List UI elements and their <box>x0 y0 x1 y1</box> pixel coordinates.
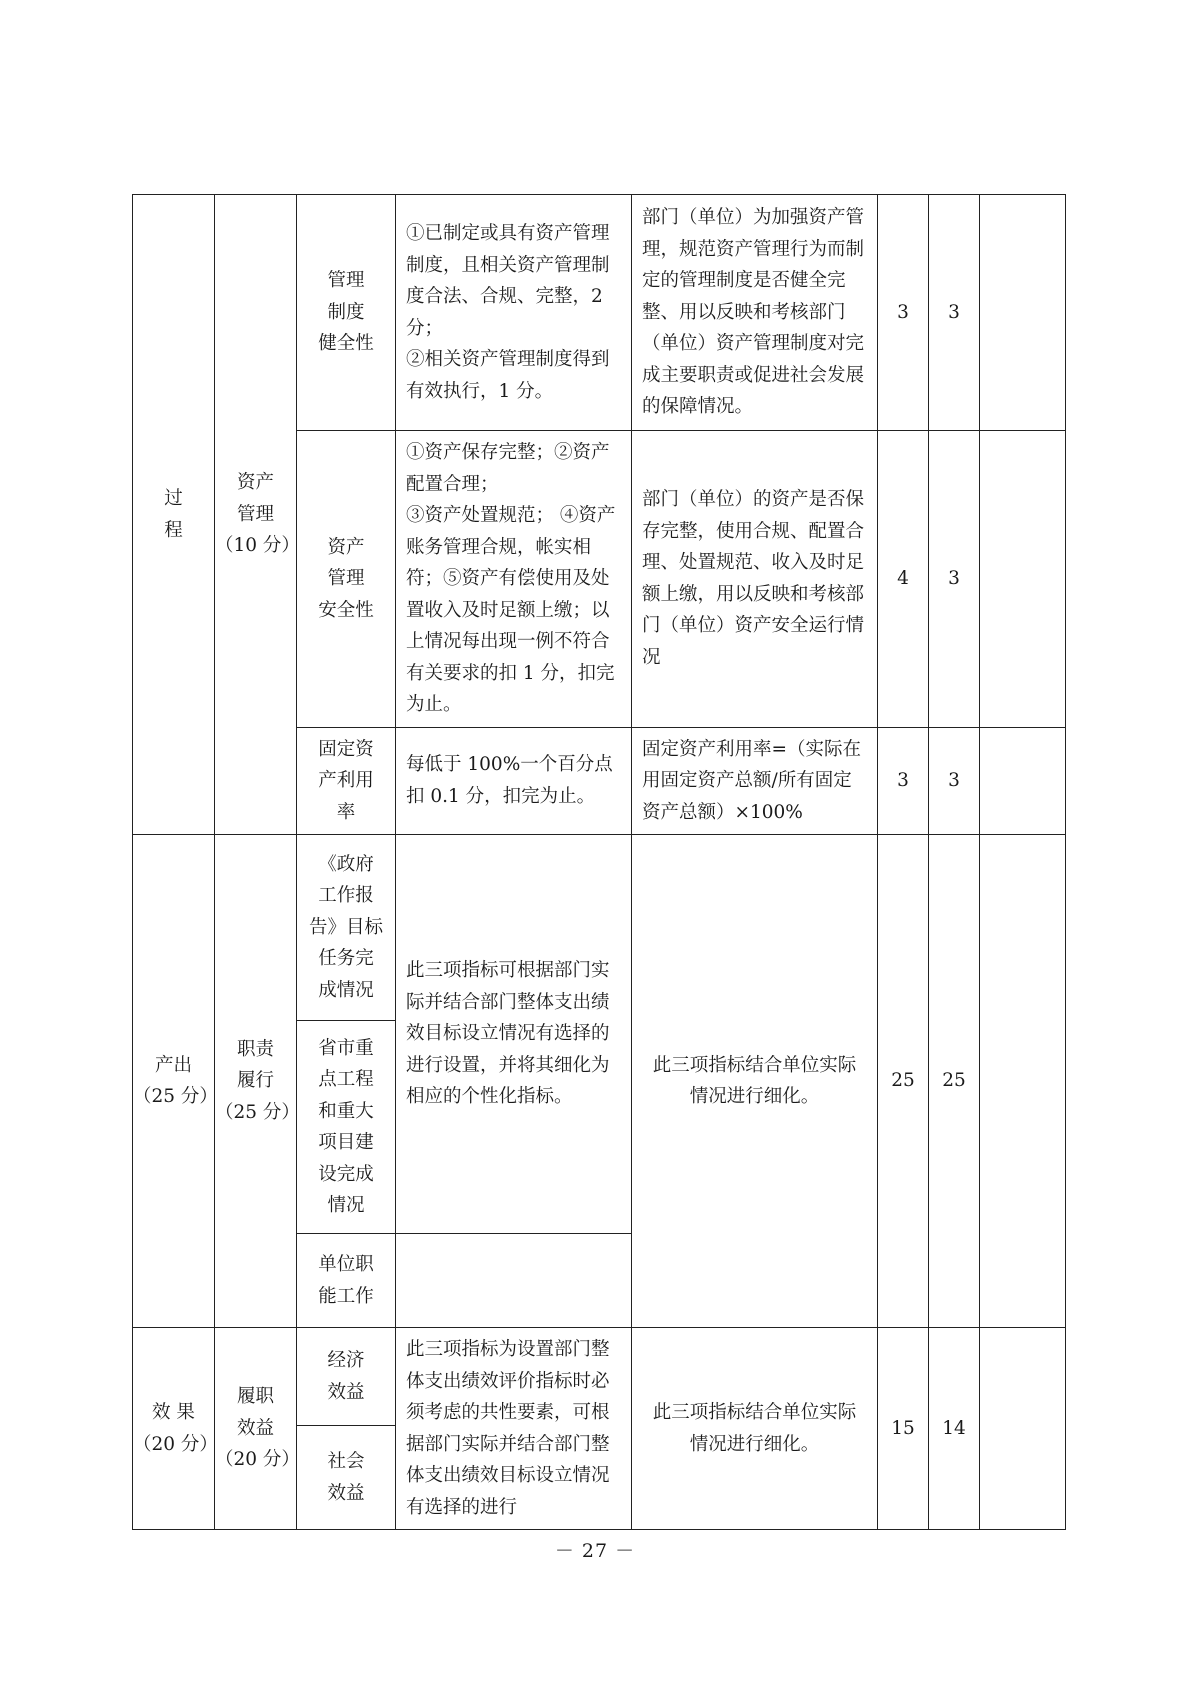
description-text: 此三项指标结合单位实际情况进行细化。 <box>652 1054 857 1107</box>
obtained-score-cell <box>929 195 980 431</box>
indicator-cell <box>297 1021 396 1234</box>
score-value: 15 <box>891 1417 915 1439</box>
indicator-label: 资产 管理 安全性 <box>318 536 374 621</box>
indicator-label: 经济 效益 <box>327 1350 365 1403</box>
score-value: 4 <box>897 568 909 589</box>
score-cell <box>878 727 929 835</box>
obtained-score-value: 14 <box>942 1417 966 1439</box>
category-label: 过 程 <box>164 488 183 541</box>
indicator-cell <box>297 431 396 728</box>
description-text: 固定资产利用率=（实际在用固定资产总额/所有固定资产总额）×100% <box>642 738 862 823</box>
remark-cell <box>980 835 1066 1328</box>
score-cell <box>878 1328 929 1530</box>
standard-text: ①已制定或具有资产管理制度，且相关资产管理制度合法、合规、完整，2 分； ②相关资产管理制度得到有效执行，1 分。 <box>406 223 610 402</box>
indicator-cell <box>297 1234 396 1328</box>
standard-cell <box>396 727 632 835</box>
score-cell <box>878 195 929 431</box>
description-text: 部门（单位）为加强资产管理，规范资产管理行为而制定的管理制度是否健全完整、用以反映和考核部门（单位）资产管理制度对完成主要职责或促进社会发展的保障情况。 <box>642 207 865 418</box>
remark-cell <box>980 727 1066 835</box>
indicator-label: 省市重 点工程 和重大 项目建 设完成 情况 <box>318 1037 374 1216</box>
obtained-score-value: 3 <box>948 301 960 323</box>
remark-cell <box>980 195 1066 431</box>
category-cell <box>133 1328 218 1530</box>
standard-text: 此三项指标为设置部门整体支出绩效评价指标时必须考虑的共性要素，可根据部门实际并结合部门整体支出绩效目标设立情况有选择的进行 <box>406 1339 610 1518</box>
subcategory-label: 职责 履行 （25 分） <box>215 1038 300 1123</box>
description-cell <box>632 835 878 1328</box>
score-value: 3 <box>897 770 909 791</box>
remark-cell <box>980 1328 1066 1530</box>
obtained-score-cell <box>929 431 980 728</box>
subcategory-cell <box>215 195 300 835</box>
description-cell <box>632 431 878 728</box>
obtained-score-cell <box>929 1328 980 1530</box>
category-label: 效 果 （20 分） <box>133 1402 218 1455</box>
obtained-score-value: 3 <box>948 770 960 791</box>
standard-cell <box>396 1234 632 1328</box>
description-text: 此三项指标结合单位实际情况进行细化。 <box>652 1402 857 1455</box>
obtained-score-value: 3 <box>948 568 960 589</box>
obtained-score-cell <box>929 835 980 1328</box>
table-row <box>133 1328 1066 1426</box>
standard-cell <box>396 195 632 431</box>
category-cell <box>133 195 215 835</box>
indicator-cell <box>297 835 396 1021</box>
indicator-label: 管理 制度 健全性 <box>318 270 374 355</box>
standard-cell <box>396 431 632 728</box>
subcategory-cell <box>215 1328 300 1530</box>
standard-cell <box>396 835 632 1234</box>
standard-cell <box>396 1328 632 1530</box>
obtained-score-cell <box>929 727 980 835</box>
description-cell <box>632 727 878 835</box>
indicator-label: 单位职 能工作 <box>318 1254 374 1307</box>
subcategory-label: 资产 管理 （10 分） <box>215 472 300 557</box>
score-cell <box>878 835 929 1328</box>
description-text: 部门（单位）的资产是否保存完整，使用合规、配置合理、处置规范、收入及时足额上缴，用以反映和考核部门（单位）资产安全运行情况 <box>642 489 865 668</box>
subcategory-cell <box>215 835 300 1328</box>
indicator-cell <box>297 195 396 431</box>
score-value: 3 <box>897 301 909 323</box>
category-cell <box>133 835 218 1328</box>
table-row <box>133 195 1066 431</box>
page-number: － 27 － <box>554 1540 636 1562</box>
subcategory-label: 履职 效益 （20 分） <box>215 1386 300 1471</box>
evaluation-table <box>132 194 1066 1530</box>
indicator-label: 《政府 工作报 告》目标 任务完 成情况 <box>308 853 383 1001</box>
obtained-score-value: 25 <box>942 1070 966 1092</box>
score-value: 25 <box>891 1070 915 1092</box>
description-cell <box>632 195 878 431</box>
standard-text: ①资产保存完整；②资产配置合理； ③资产处置规范； ④资产账务管理合规，帐实相符；⑤资产有偿使用及处置收入及时足额上缴；以上情况每出现一例不符合有关要求的扣 1 分，扣完为止。 <box>406 442 616 715</box>
indicator-cell <box>297 727 396 835</box>
indicator-label: 社会 效益 <box>327 1451 365 1504</box>
table-row <box>133 835 1066 1021</box>
standard-text: 此三项指标可根据部门实际并结合部门整体支出绩效目标设立情况有选择的进行设置，并将其细化为相应的个性化指标。 <box>406 960 610 1108</box>
indicator-label: 固定资 产利用 率 <box>318 738 374 823</box>
standard-text: 每低于 100%一个百分点扣 0.1 分，扣完为止。 <box>406 754 613 807</box>
score-cell <box>878 431 929 728</box>
description-cell <box>632 1328 878 1530</box>
remark-cell <box>980 431 1066 728</box>
indicator-cell <box>297 1426 396 1530</box>
indicator-cell <box>297 1328 396 1426</box>
category-label: 产出 （25 分） <box>133 1054 218 1107</box>
